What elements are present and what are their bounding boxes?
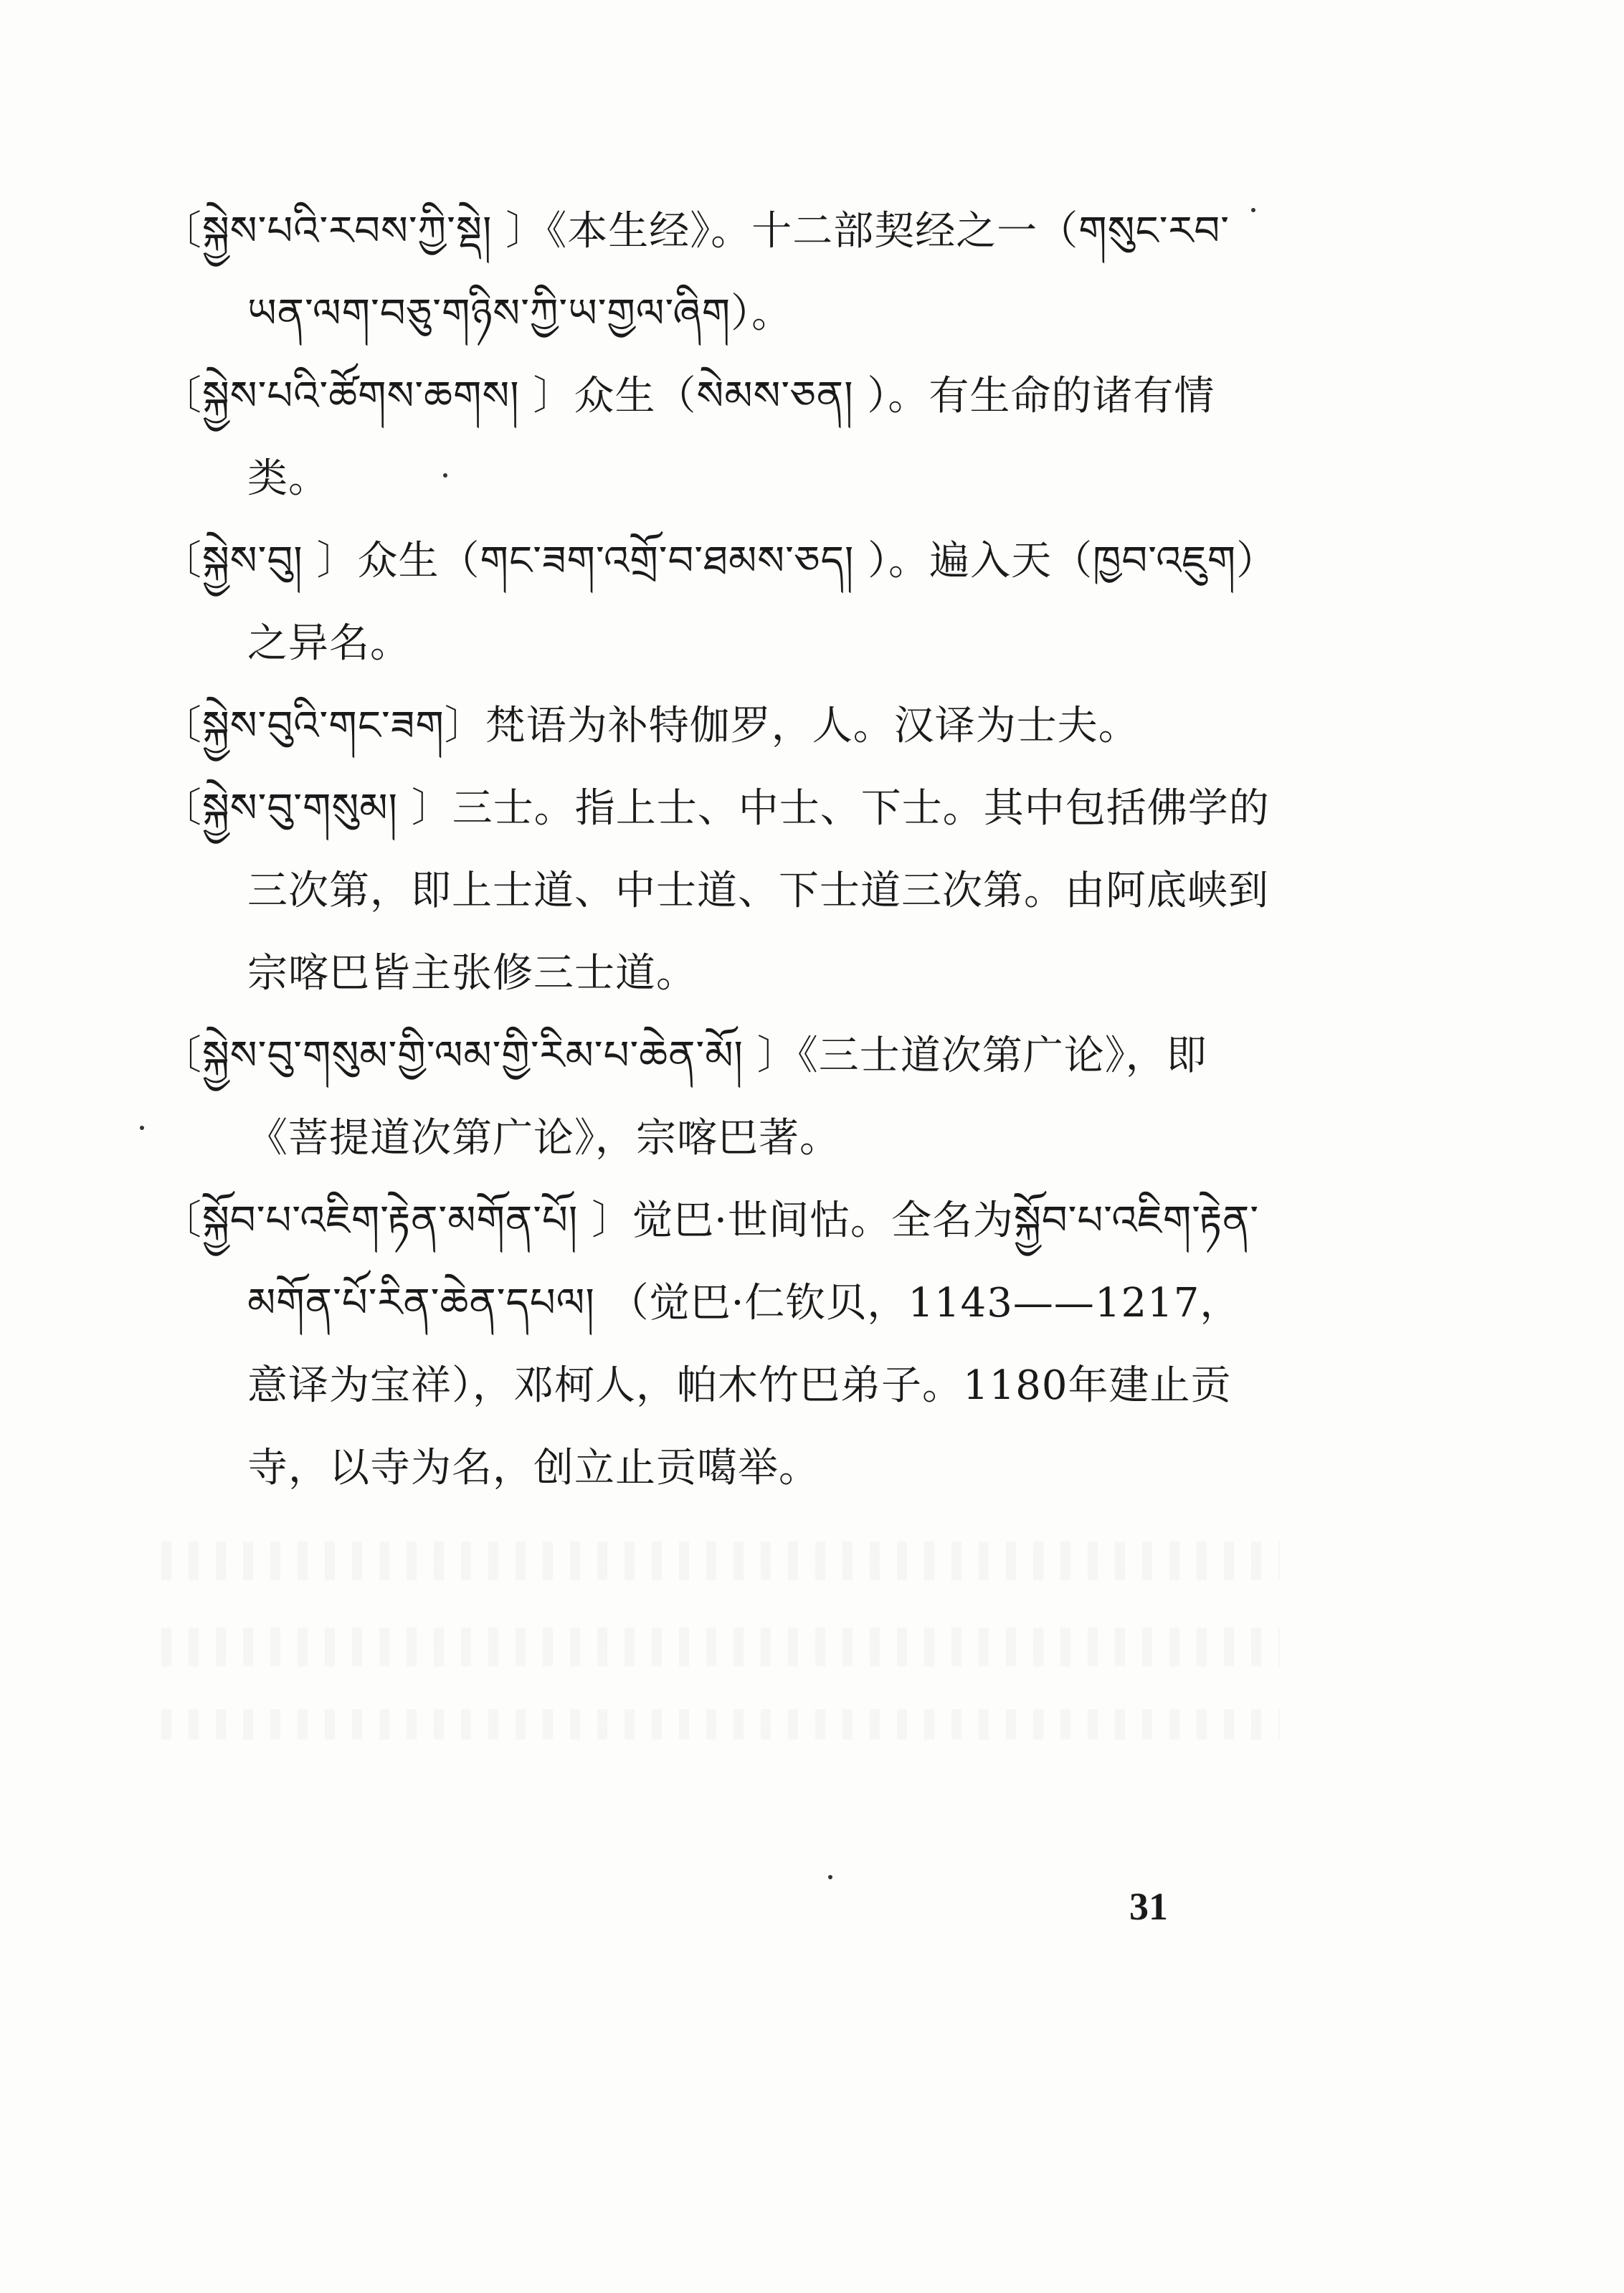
entry-definition: 众生（གང་ཟག་འགྲོ་བ་ཐམས་ཅད། ）。遍入天（ཁྱབ་འཇུག）之异名。 <box>247 538 1278 667</box>
entry-definition: 三士。指上士、中士、下士。其中包括佛学的三次第，即上士道、中士道、下士道三次第。由阿底峡到宗喀巴皆主张修三士道。 <box>247 785 1270 997</box>
dictionary-entry <box>161 1015 1280 1179</box>
ink-speck <box>140 1126 144 1130</box>
entry-headword: 〔སྐྱེས་བུའི་གང་ཟག〕 <box>161 703 485 749</box>
entry-list <box>161 190 1280 1509</box>
entry-headword: 〔སྐྱེས་བུ་གསུམ་གྱི་ལམ་གྱི་རིམ་པ་ཆེན་མོ། 〕 <box>161 1032 798 1079</box>
entry-headword: 〔སྐྱེས་བུ། 〕 <box>161 538 358 584</box>
entry-definition: 《三士道次第广论》，即《菩提道次第广论》，宗喀巴著。 <box>247 1032 1207 1162</box>
entry-definition: 《本生经》。十二部契经之一（གསུང་རབ་ཡན་ལག་བཅུ་གཉིས་ཀྱི་ཡ་གྱལ་ཞིག）。 <box>247 208 1230 337</box>
ink-speck <box>443 473 447 478</box>
dictionary-entry <box>161 1179 1280 1509</box>
entry-definition: 觉巴·世间怙。全名为སྐྱོབ་པ་འཇིག་རྟེན་མགོན་པོ་རིན་ཆེན་དཔལ། （觉巴·仁钦贝，1143——1217，意译为宝祥），邓柯人，帕木竹巴弟子。1180年建止贡寺，以寺为名，创立止贡噶举。 <box>247 1197 1260 1491</box>
ink-speck <box>828 1875 832 1879</box>
page-number: 31 <box>1129 1885 1168 1928</box>
dictionary-entry <box>161 190 1280 355</box>
dictionary-entry <box>161 685 1280 767</box>
entry-headword: 〔སྐྱེས་པའི་ཚོགས་ཆགས། 〕 <box>161 373 574 419</box>
dictionary-entry <box>161 355 1280 520</box>
entry-headword: 〔སྐྱེས་བུ་གསུམ། 〕 <box>161 785 452 832</box>
dictionary-entry <box>161 767 1280 1015</box>
entry-headword: 〔སྐྱོབ་པ་འཇིག་རྟེན་མགོན་པོ། 〕 <box>161 1197 633 1244</box>
entry-definition: 众生（སེམས་ཅན། ）。有生命的诸有情类。 <box>247 373 1215 502</box>
entry-headword: 〔སྐྱེས་པའི་རབས་ཀྱི་སྡེ། 〕 <box>161 208 547 255</box>
ink-speck <box>1251 208 1255 212</box>
dictionary-entry <box>161 520 1280 685</box>
bleed-through-text <box>161 1542 1280 1757</box>
entry-definition: 梵语为补特伽罗，人。汉译为士夫。 <box>485 703 1139 749</box>
